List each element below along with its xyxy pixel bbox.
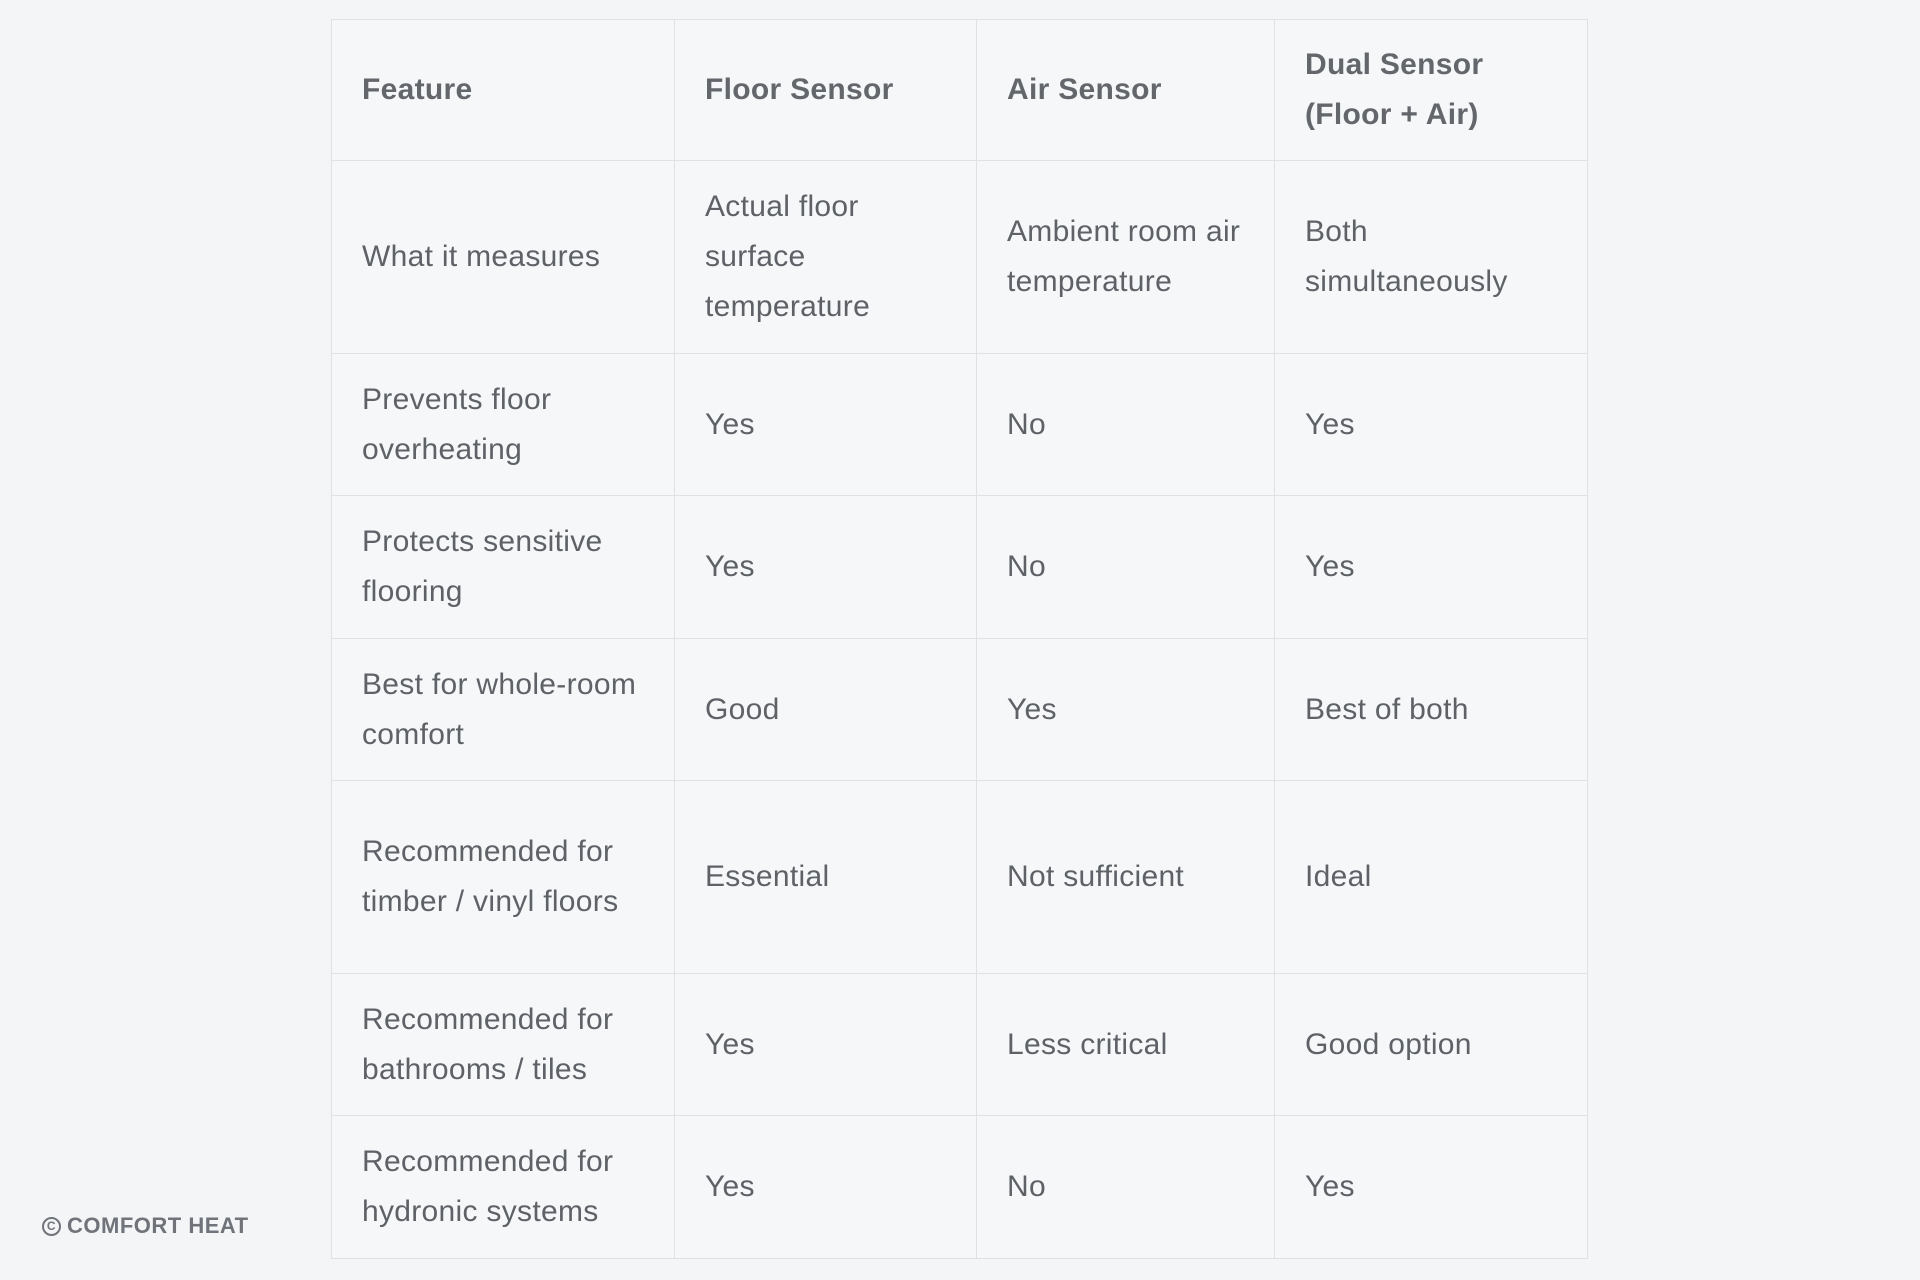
brand-name: COMFORT HEAT (67, 1213, 249, 1238)
table-row (332, 1116, 1588, 1259)
sensor-comparison-table (331, 19, 1588, 1259)
floor-sensor-cell: Yes (675, 974, 977, 1116)
comparison-table-container (331, 19, 1587, 1259)
air-sensor-cell: Not sufficient (977, 781, 1275, 974)
row-feature-cell: Prevents floor overheating (332, 354, 675, 496)
table-row (332, 781, 1588, 974)
dual-sensor-cell: Good option (1275, 974, 1588, 1116)
air-sensor-cell: No (977, 1116, 1275, 1259)
table-row (332, 161, 1588, 354)
copyright-icon: C (42, 1217, 61, 1236)
row-feature-cell: Recommended for timber / vinyl floors (332, 781, 675, 974)
dual-sensor-cell: Yes (1275, 496, 1588, 639)
air-sensor-cell: Less critical (977, 974, 1275, 1116)
dual-sensor-cell: Both simultaneously (1275, 161, 1588, 354)
header-floor-sensor: Floor Sensor (675, 20, 977, 161)
row-feature-cell: Best for whole-room comfort (332, 639, 675, 781)
brand-watermark (42, 1213, 249, 1239)
floor-sensor-cell: Yes (675, 1116, 977, 1259)
air-sensor-cell: Ambient room air temperature (977, 161, 1275, 354)
floor-sensor-cell: Yes (675, 496, 977, 639)
row-feature-cell: Protects sensitive flooring (332, 496, 675, 639)
row-feature-cell: Recommended for hydronic systems (332, 1116, 675, 1259)
header-feature: Feature (332, 20, 675, 161)
air-sensor-cell: No (977, 496, 1275, 639)
dual-sensor-cell: Yes (1275, 1116, 1588, 1259)
header-air-sensor: Air Sensor (977, 20, 1275, 161)
floor-sensor-cell: Yes (675, 354, 977, 496)
air-sensor-cell: Yes (977, 639, 1275, 781)
row-feature-cell: Recommended for bathrooms / tiles (332, 974, 675, 1116)
floor-sensor-cell: Essential (675, 781, 977, 974)
floor-sensor-cell: Actual floor surface temperature (675, 161, 977, 354)
dual-sensor-cell: Yes (1275, 354, 1588, 496)
row-feature-cell: What it measures (332, 161, 675, 354)
table-row (332, 496, 1588, 639)
floor-sensor-cell: Good (675, 639, 977, 781)
dual-sensor-cell: Ideal (1275, 781, 1588, 974)
header-dual-sensor: Dual Sensor (Floor + Air) (1275, 20, 1588, 161)
table-row (332, 974, 1588, 1116)
air-sensor-cell: No (977, 354, 1275, 496)
table-header-row (332, 20, 1588, 161)
table-row (332, 639, 1588, 781)
dual-sensor-cell: Best of both (1275, 639, 1588, 781)
table-row (332, 354, 1588, 496)
